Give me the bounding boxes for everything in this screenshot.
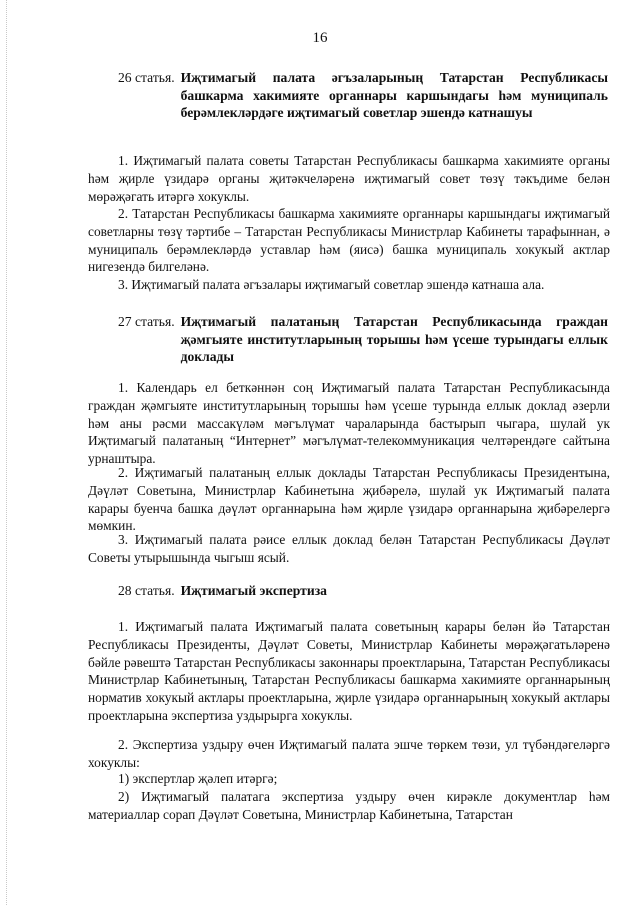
article-title: Иҗтимагый палата әгъзаларының Татарстан Республикасы башкарма хакимияте органнары каршындагы һәм муниципаль берәмлекләрдәге иҗтимагый советлар эшендә катнашуы	[180, 70, 608, 120]
article-title: Иҗтимагый палатаның Татарстан Республикасында граждан җәмгыяте институтларының торышы һәм үсеше турындагы еллык доклады	[180, 314, 608, 364]
paragraph: 1. Календарь ел беткәннән соң Иҗтимагый палата Татарстан Республикасында граждан җәмгыяте институтларының торышы һәм үсеше турында еллык доклад әзерли һәм аны рәсми массакүләм мәгълүмат чараларында бастырып чыгара, шулай ук Иҗтимагый палатаның “Интернет” мәгълүмат-телекоммуникация челтәрендәге сайтына урнаштыра.	[88, 380, 610, 467]
page-number: 16	[312, 30, 328, 46]
paragraph: 2. Экспертиза уздыру өчен Иҗтимагый палата эшче төркем төзи, ул түбәндәгеләргә хокуклы:	[88, 737, 610, 770]
paragraph: 3. Иҗтимагый палата әгъзалары иҗтимагый советлар эшендә катнаша ала.	[118, 277, 545, 292]
scan-edge-line	[6, 0, 8, 905]
paragraph: 1. Иҗтимагый палата советы Татарстан Республикасы башкарма хакимияте органы һәм җирле үзидарә органы җитәкчеләренә иҗтимагый совет төзү тәкъдиме белән мөрәҗәгать итәргә хокуклы.	[88, 153, 610, 204]
article-title: Иҗтимагый экспертиза	[180, 583, 327, 598]
article-label: 28 статья.	[118, 583, 175, 598]
article-label: 27 статья.	[118, 314, 175, 329]
paragraph: 2) Иҗтимагый палатага экспертиза уздыру өчен кирәкле документлар һәм материаллар сорап Дәүләт Советына, Министрлар Кабинетына, Татарстан	[88, 789, 610, 822]
paragraph: 3. Иҗтимагый палата рәисе еллык доклад белән Татарстан Республикасы Дәүләт Советы утырышында чыгыш ясый.	[88, 532, 610, 565]
article-27-heading	[118, 313, 608, 366]
paragraph: 2. Татарстан Республикасы башкарма хакимияте органнары каршындагы иҗтимагый советларны төзү тәртибе – Татарстан Республикасы Министрлар Кабинеты тарафыннан, ә муниципаль берәмлекләрдә уставлар һәм (яисә) башка муниципаль хокукый актлар нигезендә билгеләнә.	[88, 206, 610, 275]
article-label: 26 статья.	[118, 70, 175, 85]
paragraph: 1) экспертлар җәлеп итәргә;	[118, 771, 278, 786]
article-28-heading	[118, 582, 608, 600]
article-26-heading	[118, 69, 608, 122]
paragraph: 1. Иҗтимагый палата Иҗтимагый палата советының карары белән йә Татарстан Республикасы Президенты, Дәүләт Советы, Министрлар Кабинеты мөрәҗәгатьләренә бәйле рәвештә Татарстан Республикасы законнары проектларына, Татарстан Республикасы Министрлар Кабинетының, Татарстан Республикасы башкарма хакимияте органнарының норматив хокукый актлары проектларына, җирле үзидарә органнарының хокукый актлары проектларына экспертиза уздырырга хокуклы.	[88, 619, 610, 723]
paragraph: 2. Иҗтимагый палатаның еллык доклады Татарстан Республикасы Президентына, Дәүләт Советына, Министрлар Кабинетына җибәрелә, шулай ук Иҗтимагый палата карары буенча башка дәүләт органнарына һәм җирле үзидарә органнарына җибәрелергә мөмкин.	[88, 465, 610, 534]
